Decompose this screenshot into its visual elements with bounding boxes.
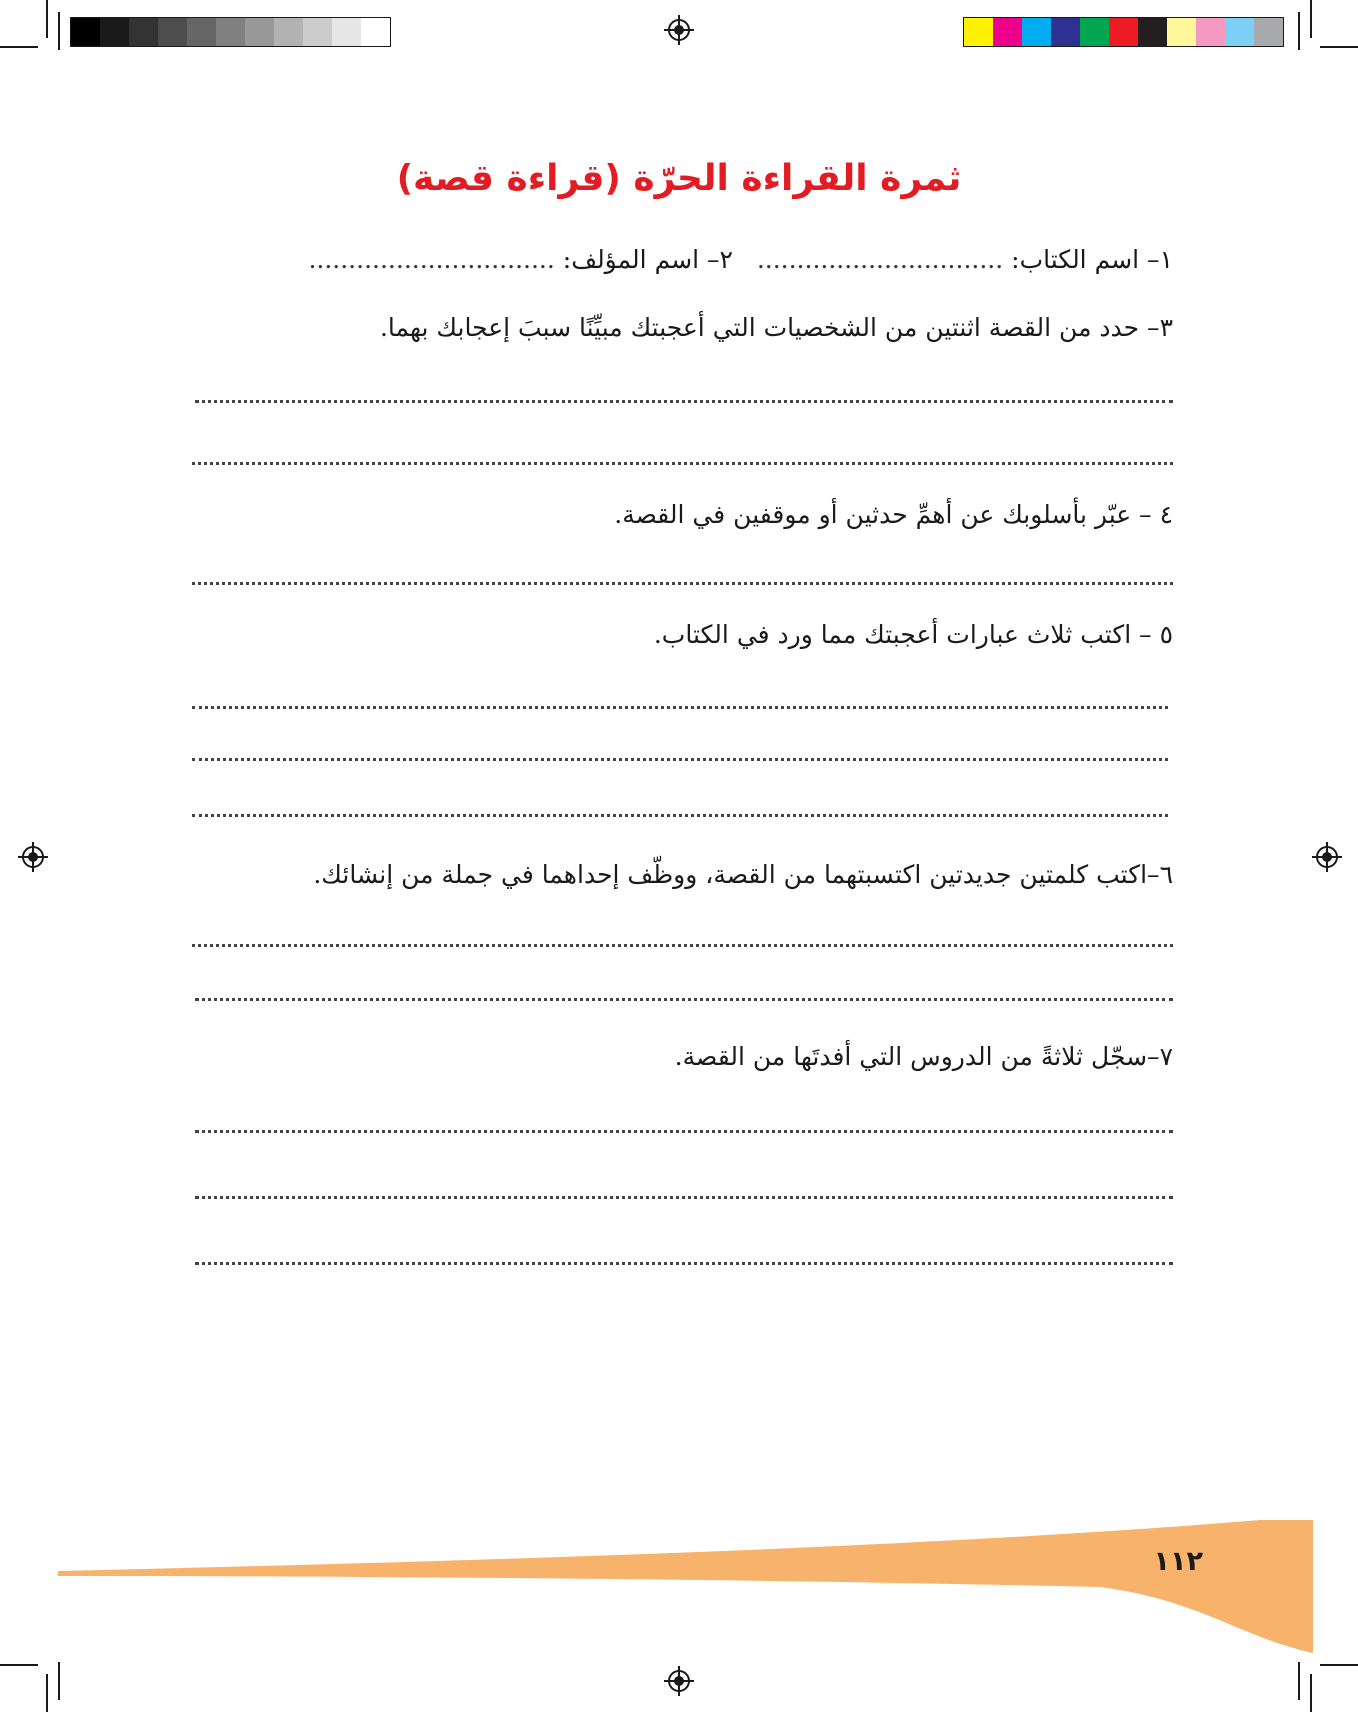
question-5: ٥ – اكتب ثلاث عبارات أعجبتك مما ورد في الكتاب. — [653, 620, 1173, 649]
color-swatch — [1051, 18, 1080, 46]
color-swatch — [332, 18, 361, 46]
book-author-fields — [308, 245, 1173, 274]
color-swatch — [1254, 18, 1283, 46]
answer-line[interactable] — [195, 1130, 1173, 1133]
registration-mark-icon — [22, 846, 44, 868]
color-swatch — [1225, 18, 1254, 46]
color-swatch — [274, 18, 303, 46]
answer-line[interactable] — [195, 1262, 1173, 1265]
color-swatch — [158, 18, 187, 46]
page-number: ١١٢ — [1153, 1546, 1203, 1577]
footer-band — [0, 1520, 1358, 1660]
answer-line[interactable] — [192, 462, 1173, 465]
color-swatch — [187, 18, 216, 46]
question-7: ٧–سجّل ثلاثةً من الدروس التي أفدتَها من القصة. — [674, 1042, 1173, 1071]
color-swatch — [1109, 18, 1138, 46]
question-3: ٣– حدد من القصة اثنتين من الشخصيات التي أعجبتك مبيِّنًا سببَ إعجابك بهما. — [379, 313, 1173, 342]
answer-line[interactable] — [192, 582, 1173, 585]
book-name-blank[interactable]: ............................... — [756, 245, 1004, 274]
answer-line[interactable] — [192, 706, 1168, 709]
page-title: ثمرة القراءة الحرّة (قراءة قصة) — [396, 158, 962, 199]
author-blank[interactable]: ............................... — [308, 245, 555, 274]
color-swatch — [964, 18, 993, 46]
answer-line[interactable] — [195, 998, 1173, 1001]
cmyk-color-bar — [963, 17, 1284, 47]
color-swatch — [216, 18, 245, 46]
question-6: ٦–اكتب كلمتين جديدتين اكتسبتهما من القصة، ووظّف إحداهما في جملة من إنشائك. — [313, 860, 1173, 889]
color-swatch — [1138, 18, 1167, 46]
answer-line[interactable] — [192, 758, 1168, 761]
answer-line[interactable] — [192, 944, 1173, 947]
color-swatch — [129, 18, 158, 46]
registration-mark-icon — [1316, 846, 1338, 868]
color-swatch — [1196, 18, 1225, 46]
registration-mark-icon — [668, 19, 690, 41]
book-name-label: ١– اسم الكتاب: — [1011, 245, 1173, 274]
color-swatch — [245, 18, 274, 46]
color-swatch — [71, 18, 100, 46]
color-swatch — [1022, 18, 1051, 46]
color-swatch — [993, 18, 1022, 46]
registration-mark-icon — [668, 1670, 690, 1692]
author-label: ٢– اسم المؤلف: — [562, 245, 733, 274]
color-swatch — [361, 18, 390, 46]
answer-line[interactable] — [195, 400, 1173, 403]
color-swatch — [1080, 18, 1109, 46]
color-swatch — [1167, 18, 1196, 46]
answer-line[interactable] — [192, 814, 1168, 817]
question-4: ٤ – عبّر بأسلوبك عن أهمِّ حدثين أو موقفين في القصة. — [614, 500, 1173, 529]
color-swatch — [100, 18, 129, 46]
grayscale-color-bar — [70, 17, 391, 47]
color-swatch — [303, 18, 332, 46]
answer-line[interactable] — [195, 1196, 1173, 1199]
